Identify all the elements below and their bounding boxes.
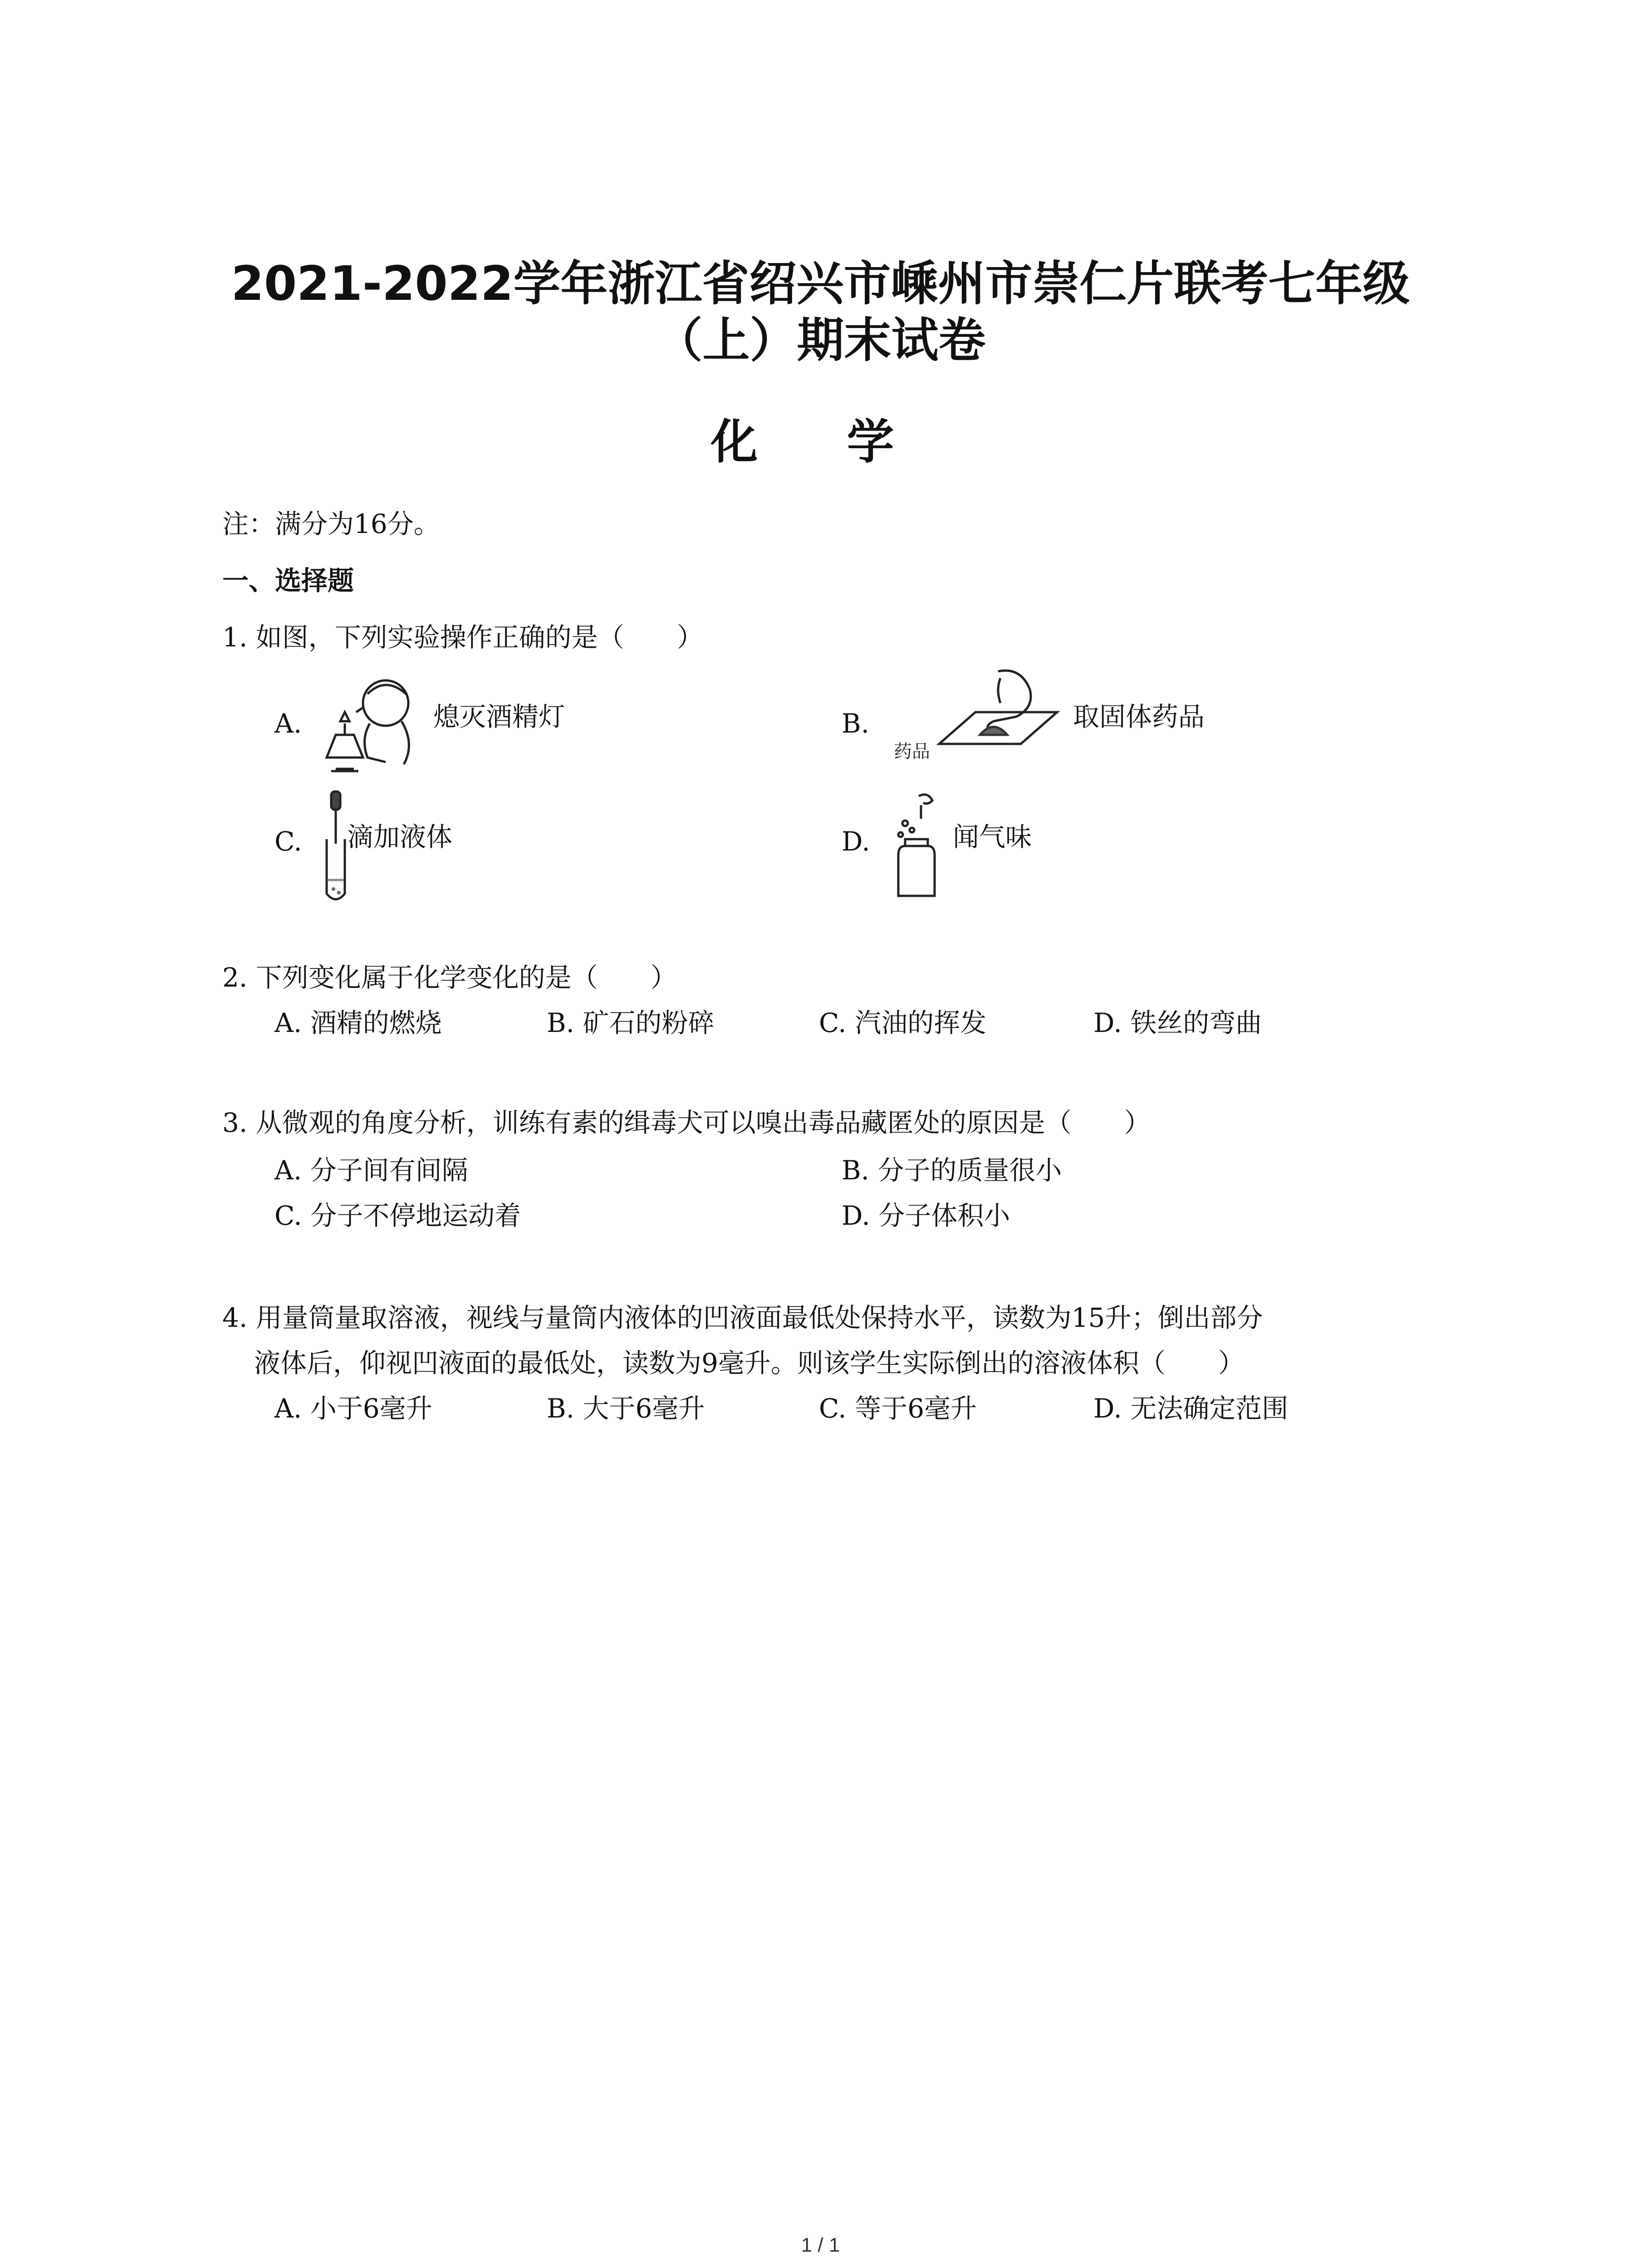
smell-gas-illustration bbox=[892, 792, 946, 900]
question-4-stem-line1: 4. 用量筒量取溶液，视线与量筒内液体的凹液面最低处保持水平，读数为15升；倒出部分 bbox=[222, 1302, 1263, 1333]
q4-option-a: A. 小于6毫升 bbox=[274, 1393, 432, 1424]
q2-option-b: B. 矿石的粉碎 bbox=[547, 1007, 715, 1038]
page-number: 1 / 1 bbox=[801, 2234, 840, 2256]
take-solid-drug-illustration bbox=[885, 662, 1066, 776]
subject-heading: 化 学 bbox=[710, 414, 931, 469]
question-3-stem: 3. 从微观的角度分析，训练有素的缉毒犬可以嗅出毒品藏匿处的原因是（ ） bbox=[222, 1107, 1151, 1138]
section-heading: 一、选择题 bbox=[222, 565, 354, 596]
q4-option-c: C. 等于6毫升 bbox=[819, 1393, 977, 1424]
q1-option-a-letter: A. bbox=[274, 708, 302, 739]
q1-option-b-text: 取固体药品 bbox=[1073, 701, 1205, 732]
q2-option-a: A. 酒精的燃烧 bbox=[274, 1007, 442, 1038]
q2-option-c: C. 汽油的挥发 bbox=[819, 1007, 987, 1038]
q4-option-d: D. 无法确定范围 bbox=[1093, 1393, 1288, 1424]
q2-option-d: D. 铁丝的弯曲 bbox=[1093, 1007, 1262, 1038]
exam-title-line1: 2021-2022学年浙江省绍兴市嵊州市崇仁片联考七年级 bbox=[231, 256, 1410, 311]
q1-option-d-text: 闻气味 bbox=[953, 821, 1032, 852]
q1-option-d-letter: D. bbox=[842, 826, 870, 857]
q1-option-c-text: 滴加液体 bbox=[347, 821, 453, 852]
q1-option-b-letter: B. bbox=[842, 708, 870, 739]
question-4-stem-line2: 液体后，仰视凹液面的最低处，读数为9毫升。则该学生实际倒出的溶液体积（ ） bbox=[254, 1348, 1244, 1378]
q3-option-c: C. 分子不停地运动着 bbox=[274, 1200, 521, 1231]
q3-option-b: B. 分子的质量很小 bbox=[842, 1155, 1062, 1186]
q3-option-d: D. 分子体积小 bbox=[842, 1200, 1010, 1231]
q1-option-a-text: 熄灭酒精灯 bbox=[433, 701, 565, 732]
q3-option-a: A. 分子间有间隔 bbox=[274, 1155, 468, 1186]
blow-out-lamp-illustration bbox=[318, 667, 436, 776]
drug-label: 药品 bbox=[894, 741, 930, 762]
question-1-stem: 1. 如图，下列实验操作正确的是（ ） bbox=[222, 622, 703, 653]
q4-option-b: B. 大于6毫升 bbox=[547, 1393, 705, 1424]
exam-title-line2: （上）期末试卷 bbox=[655, 313, 986, 368]
question-2-stem: 2. 下列变化属于化学变化的是（ ） bbox=[222, 962, 677, 993]
score-note: 注：满分为16分。 bbox=[222, 508, 440, 539]
q1-option-c-letter: C. bbox=[274, 826, 302, 857]
